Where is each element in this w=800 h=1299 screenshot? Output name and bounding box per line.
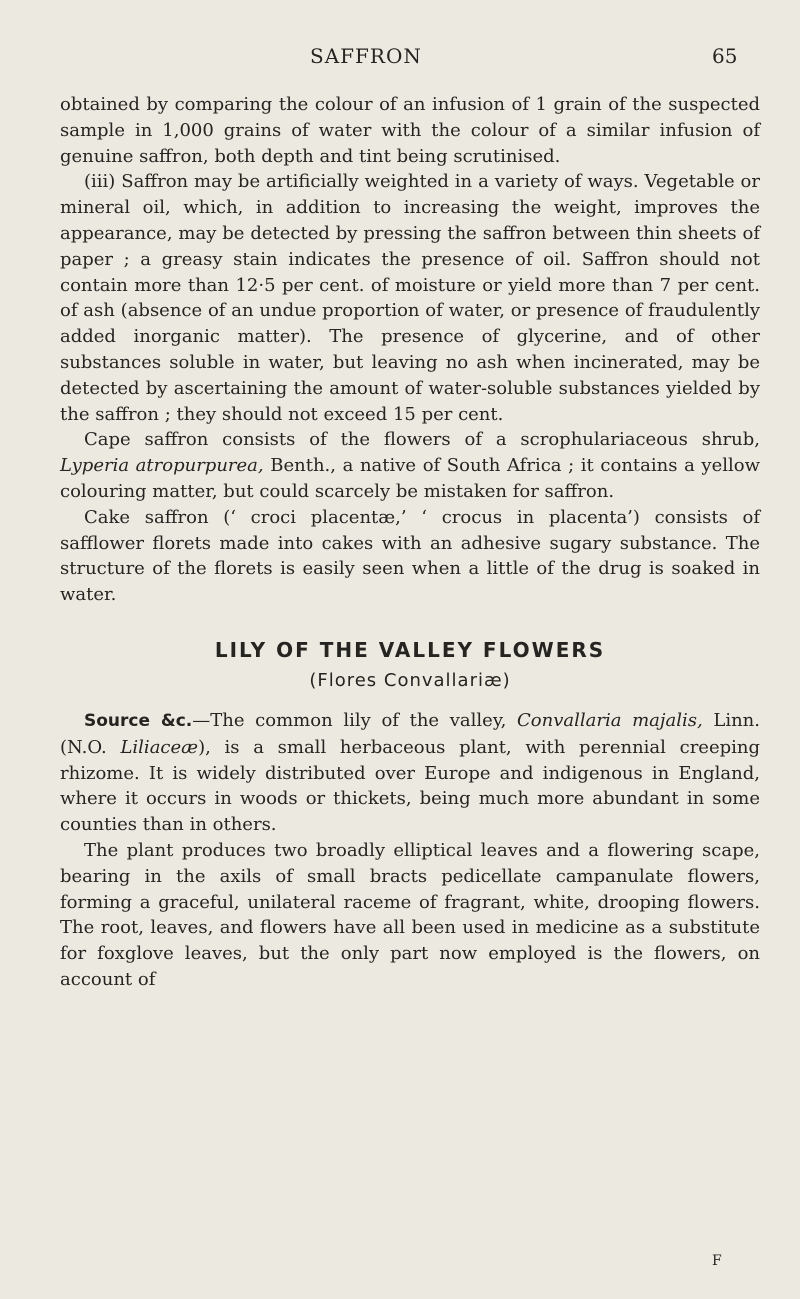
- source-text-3: ), is a small herbaceous plant, with perennial creeping rhizome. It is widely distributed over Europe and indigenous in England, where it occurs in woods or thickets, being much more abundant in some counties than in others.: [60, 736, 760, 836]
- page-body: [60, 92, 760, 993]
- family-name-liliaceae: Liliaceæ: [120, 736, 199, 758]
- section-subheading: (Flores Convallariæ): [309, 669, 511, 691]
- paragraph-saffron-weighting: (iii) Saffron may be artificially weighted in a variety of ways. Vegetable or mineral oil, which, in addition to increasing the weight, improves the appearance, may be detected by pressing the saffron between thin sheets of paper ; a greasy stain indicates the presence of oil. Saffron should not contain more than 12·5 per cent. of moisture or yield more than 7 per cent. of ash (absence of an undue proportion of water, or presence of fraudulently added inorganic matter). The presence of glycerine, and of other substances soluble in water, but leaving no ash when incinerated, may be detected by ascertaining the amount of water-soluble substances yielded by the saffron ; they should not exceed 15 per cent.: [60, 171, 760, 425]
- running-title: SAFFRON: [310, 44, 422, 68]
- page-number: 65: [712, 44, 738, 68]
- species-name-lyperia: Lyperia atropurpurea,: [60, 455, 264, 477]
- paragraph-saffron-colour-test: obtained by comparing the colour of an infusion of 1 grain of the suspected sample in 1,000 grains of water with the colour of a similar infusion of genuine saffron, both depth and tint being scrutinised.: [60, 94, 760, 167]
- running-head: [0, 44, 800, 74]
- source-text-1: —The common lily of the valley,: [192, 709, 517, 731]
- cape-saffron-text-end: Benth., a native of South Africa ; it contains a yellow colouring matter, but could scarcely be mistaken for saffron.: [60, 455, 760, 502]
- paragraph-cape-saffron: [60, 427, 760, 504]
- run-in-heading-source: Source &c.: [84, 710, 193, 731]
- cape-saffron-text-start: Cape saffron consists of the flowers of a scrophulariaceous shrub,: [84, 429, 760, 451]
- species-name-convallaria: Convallaria majalis,: [517, 709, 703, 731]
- paragraph-cake-saffron: Cake saffron (‘ croci placentæ,’ ‘ crocus in placenta’) consists of safflower florets made into cakes with an adhesive sugary substance. The structure of the florets is easily seen when a little of the drug is soaked in water.: [60, 506, 760, 606]
- paragraph-lily-source: [60, 708, 760, 838]
- signature-mark: F: [712, 1253, 722, 1269]
- section-heading: LILY OF THE VALLEY FLOWERS: [214, 637, 606, 662]
- source-text-2: Linn. (N.O.: [60, 709, 760, 758]
- paragraph-lily-plant: The plant produces two broadly elliptical leaves and a flowering scape, bearing in the axils of small bracts pedicellate campanulate flowers, forming a graceful, unilateral raceme of fragrant, white, drooping flowers. The root, leaves, and flowers have all been used in medicine as a substitute for foxglove leaves, but the only part now employed is the flowers, on account of: [60, 839, 760, 990]
